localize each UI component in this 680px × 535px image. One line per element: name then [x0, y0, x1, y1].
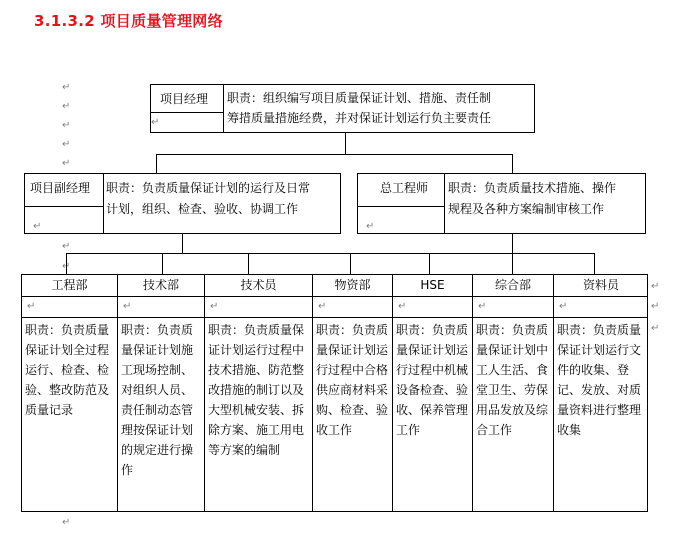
connector [512, 154, 513, 173]
connector [162, 253, 163, 274]
paragraph-mark: ↵ [62, 101, 71, 112]
connector [66, 253, 594, 254]
department-duty-technician: 职责：负责质量保证计划运行过程中技术措施、防范整改措施的制订以及大型机械安装、拆除方案、施工用电等方案的编制 [208, 323, 305, 457]
paragraph-mark: ↵ [651, 323, 660, 334]
cell-mark: ↵ [366, 221, 375, 232]
cell-mark: ↵ [478, 301, 487, 312]
chief-engineer-duty-line2: 规程及各种方案编制审核工作 [448, 202, 605, 216]
connector [156, 154, 157, 173]
department-name-documents: 资料员 [582, 278, 619, 292]
department-name-general: 综合部 [494, 278, 531, 292]
cell-mark: ↵ [318, 301, 327, 312]
department-duty-technical: 职责：负责质量保证计划施工现场控制、对组织人员、责任制动态管理按保证计划的规定进行操作 [121, 323, 194, 477]
department-duty-documents: 职责：负责质量保证计划运行文件的收集、登记、发放、对质量资料进行整理收集 [557, 323, 642, 437]
connector [156, 154, 513, 155]
project-manager-duty-line2: 筹措质量措施经费，并对保证计划运行负主要责任 [227, 111, 492, 125]
chief-engineer-name: 总工程师 [380, 181, 429, 195]
section-title: 3.1.3.2 项目质量管理网络 [34, 12, 223, 30]
paragraph-mark: ↵ [62, 120, 71, 131]
connector [66, 253, 67, 274]
cell-mark: ↵ [27, 301, 36, 312]
paragraph-mark: ↵ [651, 281, 660, 292]
department-duty-materials: 职责：负责质量保证计划运行过程中合格供应商材料采购、检查、验收工作 [316, 323, 389, 437]
connector [429, 253, 430, 274]
department-duty-hse: 职责：负责质量保证计划运行过程中机械设备检查、验收、保养管理工作 [396, 323, 469, 437]
cell-mark: ↵ [210, 301, 219, 312]
cell-mark: ↵ [123, 301, 132, 312]
connector [512, 234, 513, 253]
deputy-manager-duty-line2: 计划，组织、检查、验收、协调工作 [106, 202, 299, 216]
connector [512, 253, 513, 274]
project-manager-duty-line1: 职责：组织编写项目质量保证计划、措施、责任制 [227, 91, 492, 105]
paragraph-mark: ↵ [651, 301, 660, 312]
paragraph-mark: ↵ [62, 261, 71, 272]
connector [182, 234, 183, 253]
cell-mark: ↵ [33, 221, 42, 232]
paragraph-mark: ↵ [62, 517, 71, 528]
connector [594, 253, 595, 274]
paragraph-mark: ↵ [62, 139, 71, 150]
connector [350, 253, 351, 274]
cell-mark: ↵ [559, 301, 568, 312]
department-name-hse: HSE [420, 278, 445, 292]
chief-engineer-duty-line1: 职责：负责质量技术措施、操作 [448, 181, 617, 195]
department-name-technician: 技术员 [240, 278, 277, 292]
department-name-materials: 物资部 [334, 278, 371, 292]
department-name-engineering: 工程部 [51, 278, 88, 292]
deputy-manager-duty-line1: 职责：负责质量保证计划的运行及日常 [106, 181, 311, 195]
paragraph-mark: ↵ [62, 158, 71, 169]
paragraph-mark: ↵ [62, 241, 71, 252]
department-name-technical: 技术部 [142, 278, 179, 292]
department-duty-general: 职责：负责质量保证计划中工人生活、食堂卫生、劳保用品发放及综合工作 [476, 323, 549, 437]
department-duty-engineering: 职责：负责质量保证计划全过程运行、检查、检验、整改防范及质量记录 [25, 323, 110, 417]
paragraph-mark: ↵ [62, 82, 71, 93]
cell-mark: ↵ [151, 117, 160, 128]
connector [248, 253, 249, 274]
connector [345, 133, 346, 154]
project-manager-name: 项目经理 [160, 92, 209, 106]
cell-mark: ↵ [398, 301, 407, 312]
deputy-manager-name: 项目副经理 [30, 181, 91, 195]
